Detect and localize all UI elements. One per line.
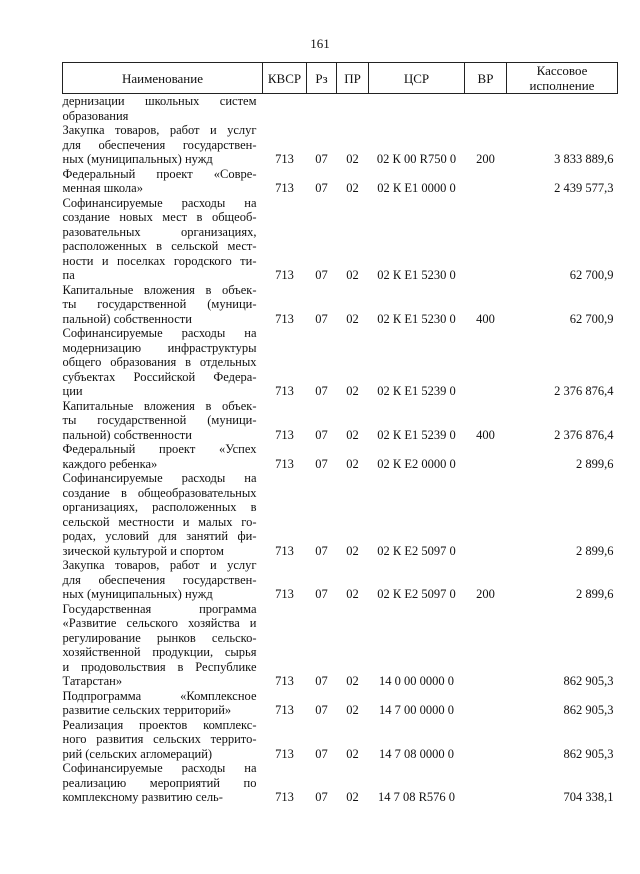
cell-rz: 07 [315,790,328,804]
cell-pr: 02 [346,703,359,717]
cell-name [63,167,263,196]
name-line: дернизации школьных систем [62,94,257,108]
cell-kvsr: 713 [275,427,294,442]
cell-pr: 02 [346,311,359,326]
cell-name [63,196,263,283]
cell-csr: 02 К E2 5097 0 [377,587,456,601]
cell-kvsr: 713 [275,384,294,398]
cell-rz: 07 [315,703,328,717]
name-line: для обеспечения государствен- [62,572,257,587]
cell-rz: 07 [315,456,328,471]
cell-csr: 02 К E1 5239 0 [377,384,456,398]
cell-amount: 2 899,6 [576,456,614,471]
table-row [63,602,618,689]
cell-amount [507,94,618,124]
name-line: хозяйственной продукции, сырья [62,645,257,659]
name-line: менная школа» [62,181,143,195]
name-line: каждого ребенка» [62,456,158,471]
cell-pr: 02 [346,456,359,471]
table-row [63,471,618,558]
cell-amount: 2 376 876,4 [554,384,614,398]
cell-vr: 200 [476,587,495,601]
name-line: Закупка товаров, работ и услуг [62,558,257,572]
name-line: Федеральный проект «Успех [62,442,257,456]
cell-kvsr [263,94,307,124]
cell-pr: 02 [346,746,359,761]
cell-pr: 02 [346,181,359,195]
name-line: зической культурой и спортом [62,543,224,558]
table-row [63,94,618,124]
cell-kvsr: 713 [275,311,294,326]
name-line: субъектах Российской Федера- [62,369,257,384]
cell-csr: 02 К E1 5239 0 [377,427,456,442]
name-line: Капитальные вложения в объек- [62,282,257,297]
cell-rz: 07 [315,311,328,326]
cell-csr: 02 К E1 0000 0 [377,181,456,195]
cell-pr: 02 [346,674,359,688]
name-line: развитие сельских территорий» [62,703,232,717]
cell-name [63,689,263,718]
cell-vr [465,689,507,718]
cell-vr [465,442,507,471]
cell-csr: 02 К E2 5097 0 [377,543,456,558]
cell-csr: 14 7 00 0000 0 [379,703,454,717]
cell-rz: 07 [315,746,328,761]
col-header-kvsr: КВСР [263,63,307,94]
name-line: и продовольствия в Республике [62,659,257,674]
table-row [63,123,618,167]
cell-kvsr: 713 [275,703,294,717]
name-line: пальной) собственности [62,427,192,442]
cell-kvsr: 713 [275,152,294,166]
cell-name [63,399,263,443]
name-line: модернизацию инфраструктуры [62,340,257,355]
name-line: расположенных в сельской мест- [62,239,257,253]
cell-vr: 400 [476,311,495,326]
cell-csr: 14 7 08 R576 0 [377,790,456,804]
cell-name [63,326,263,399]
name-line: Федеральный проект «Совре- [62,166,257,181]
cell-csr: 14 0 00 0000 0 [379,674,454,688]
name-line: образования [62,108,129,123]
name-line: разовательных организациях, [62,224,257,239]
cell-rz: 07 [315,268,328,282]
cell-rz: 07 [315,384,328,398]
cell-vr [465,326,507,399]
name-line: общего образования в отдельных [62,355,257,369]
cell-kvsr: 713 [275,587,294,601]
cell-amount: 3 833 889,6 [554,152,614,166]
name-line: па [62,268,75,282]
table-body [63,94,618,805]
cell-rz: 07 [315,543,328,558]
cell-rz: 07 [315,152,328,166]
cell-rz: 07 [315,587,328,601]
cell-kvsr: 713 [275,456,294,471]
name-line: Государственная программа [62,601,257,616]
name-line: реализацию мероприятий по [62,775,257,790]
name-line: ты государственной (муници- [62,413,257,427]
name-line: создание новых мест в общеоб- [62,210,257,224]
budget-table [62,62,618,805]
table-row [63,442,618,471]
cell-vr [465,718,507,762]
cell-csr: 02 К E1 5230 0 [377,311,456,326]
cell-amount: 862 905,3 [563,703,614,717]
name-line: ных (муниципальных) нужд [62,152,213,166]
name-line: ных (муниципальных) нужд [62,587,213,601]
cell-amount: 704 338,1 [563,790,614,804]
cell-kvsr: 713 [275,674,294,688]
name-line: Татарстан» [62,674,123,688]
cell-vr: 400 [476,427,495,442]
table-row [63,326,618,399]
name-line: Софинансируемые расходы на [62,761,257,775]
cell-vr: 200 [476,152,495,166]
cell-vr [465,471,507,558]
cell-pr: 02 [346,790,359,804]
cell-name [63,602,263,689]
cell-csr: 02 К E2 0000 0 [377,456,456,471]
col-header-csr: ЦСР [369,63,465,94]
cell-vr [465,602,507,689]
table-row [63,196,618,283]
cell-rz [307,94,337,124]
table-row [63,718,618,762]
name-line: Софинансируемые расходы на [62,195,257,210]
name-line: Софинансируемые расходы на [62,471,257,485]
col-header-pr: ПР [337,63,369,94]
cell-pr: 02 [346,543,359,558]
name-line: Реализация проектов комплекс- [62,717,257,732]
col-header-vr: ВР [465,63,507,94]
cell-csr [369,94,465,124]
cell-amount: 2 439 577,3 [554,181,614,195]
cell-amount: 2 899,6 [576,543,614,558]
cell-kvsr: 713 [275,543,294,558]
cell-pr: 02 [346,152,359,166]
cell-csr: 14 7 08 0000 0 [379,746,454,761]
cell-kvsr: 713 [275,746,294,761]
table-row [63,167,618,196]
cell-name [63,94,263,124]
cell-name [63,123,263,167]
name-line: Подпрограмма «Комплексное [62,688,257,703]
name-line: организациях, расположенных в [62,500,257,514]
name-line: ты государственной (муници- [62,297,257,311]
cell-amount: 62 700,9 [569,268,614,282]
cell-amount: 2 376 876,4 [554,427,614,442]
table-row [63,558,618,602]
cell-pr: 02 [346,587,359,601]
name-line: пальной) собственности [62,311,192,326]
name-line: комплексному развитию сель- [62,790,223,804]
cell-name [63,442,263,471]
cell-amount: 862 905,3 [563,746,614,761]
cell-rz: 07 [315,674,328,688]
cell-amount: 862 905,3 [563,674,614,688]
table-header [63,63,618,94]
col-header-name: Наименование [63,63,263,94]
col-header-rz: Рз [307,63,337,94]
cell-rz: 07 [315,181,328,195]
name-line: создание в общеобразовательных [62,485,257,500]
cell-name [63,471,263,558]
cell-amount: 62 700,9 [569,311,614,326]
cell-pr: 02 [346,427,359,442]
name-line: ности и поселках городского ти- [62,253,257,268]
name-line: Капитальные вложения в объек- [62,398,257,413]
cell-name [63,761,263,805]
name-line: Софинансируемые расходы на [62,326,257,340]
cell-csr: 02 К 00 R750 0 [376,152,457,166]
table-row [63,761,618,805]
table-row [63,283,618,327]
cell-name [63,283,263,327]
cell-kvsr: 713 [275,181,294,195]
cell-pr: 02 [346,268,359,282]
cell-pr: 02 [346,384,359,398]
cell-vr [465,196,507,283]
cell-name [63,558,263,602]
cell-pr [337,94,369,124]
name-line: регулирование рынков сельско- [62,630,257,645]
cell-vr [465,761,507,805]
cell-kvsr: 713 [275,268,294,282]
name-line: ного развития сельских террито- [62,732,257,746]
page-number: 161 [310,36,330,51]
cell-vr [465,167,507,196]
cell-rz: 07 [315,427,328,442]
cell-kvsr: 713 [275,790,294,804]
col-header-amount: Кассовое исполнение [507,63,618,94]
name-line: рий (сельских агломераций) [62,746,213,761]
name-line: «Развитие сельского хозяйства и [62,616,257,630]
table-row [63,689,618,718]
name-line: для обеспечения государствен- [62,137,257,152]
cell-amount: 2 899,6 [576,587,614,601]
cell-csr: 02 К E1 5230 0 [377,268,456,282]
name-line: родах, условий для занятий фи- [62,529,257,543]
name-line: Закупка товаров, работ и услуг [62,123,257,137]
cell-vr [465,94,507,124]
table-row [63,399,618,443]
cell-name [63,718,263,762]
name-line: ции [62,384,83,398]
name-line: сельской местности и малых го- [62,514,257,529]
